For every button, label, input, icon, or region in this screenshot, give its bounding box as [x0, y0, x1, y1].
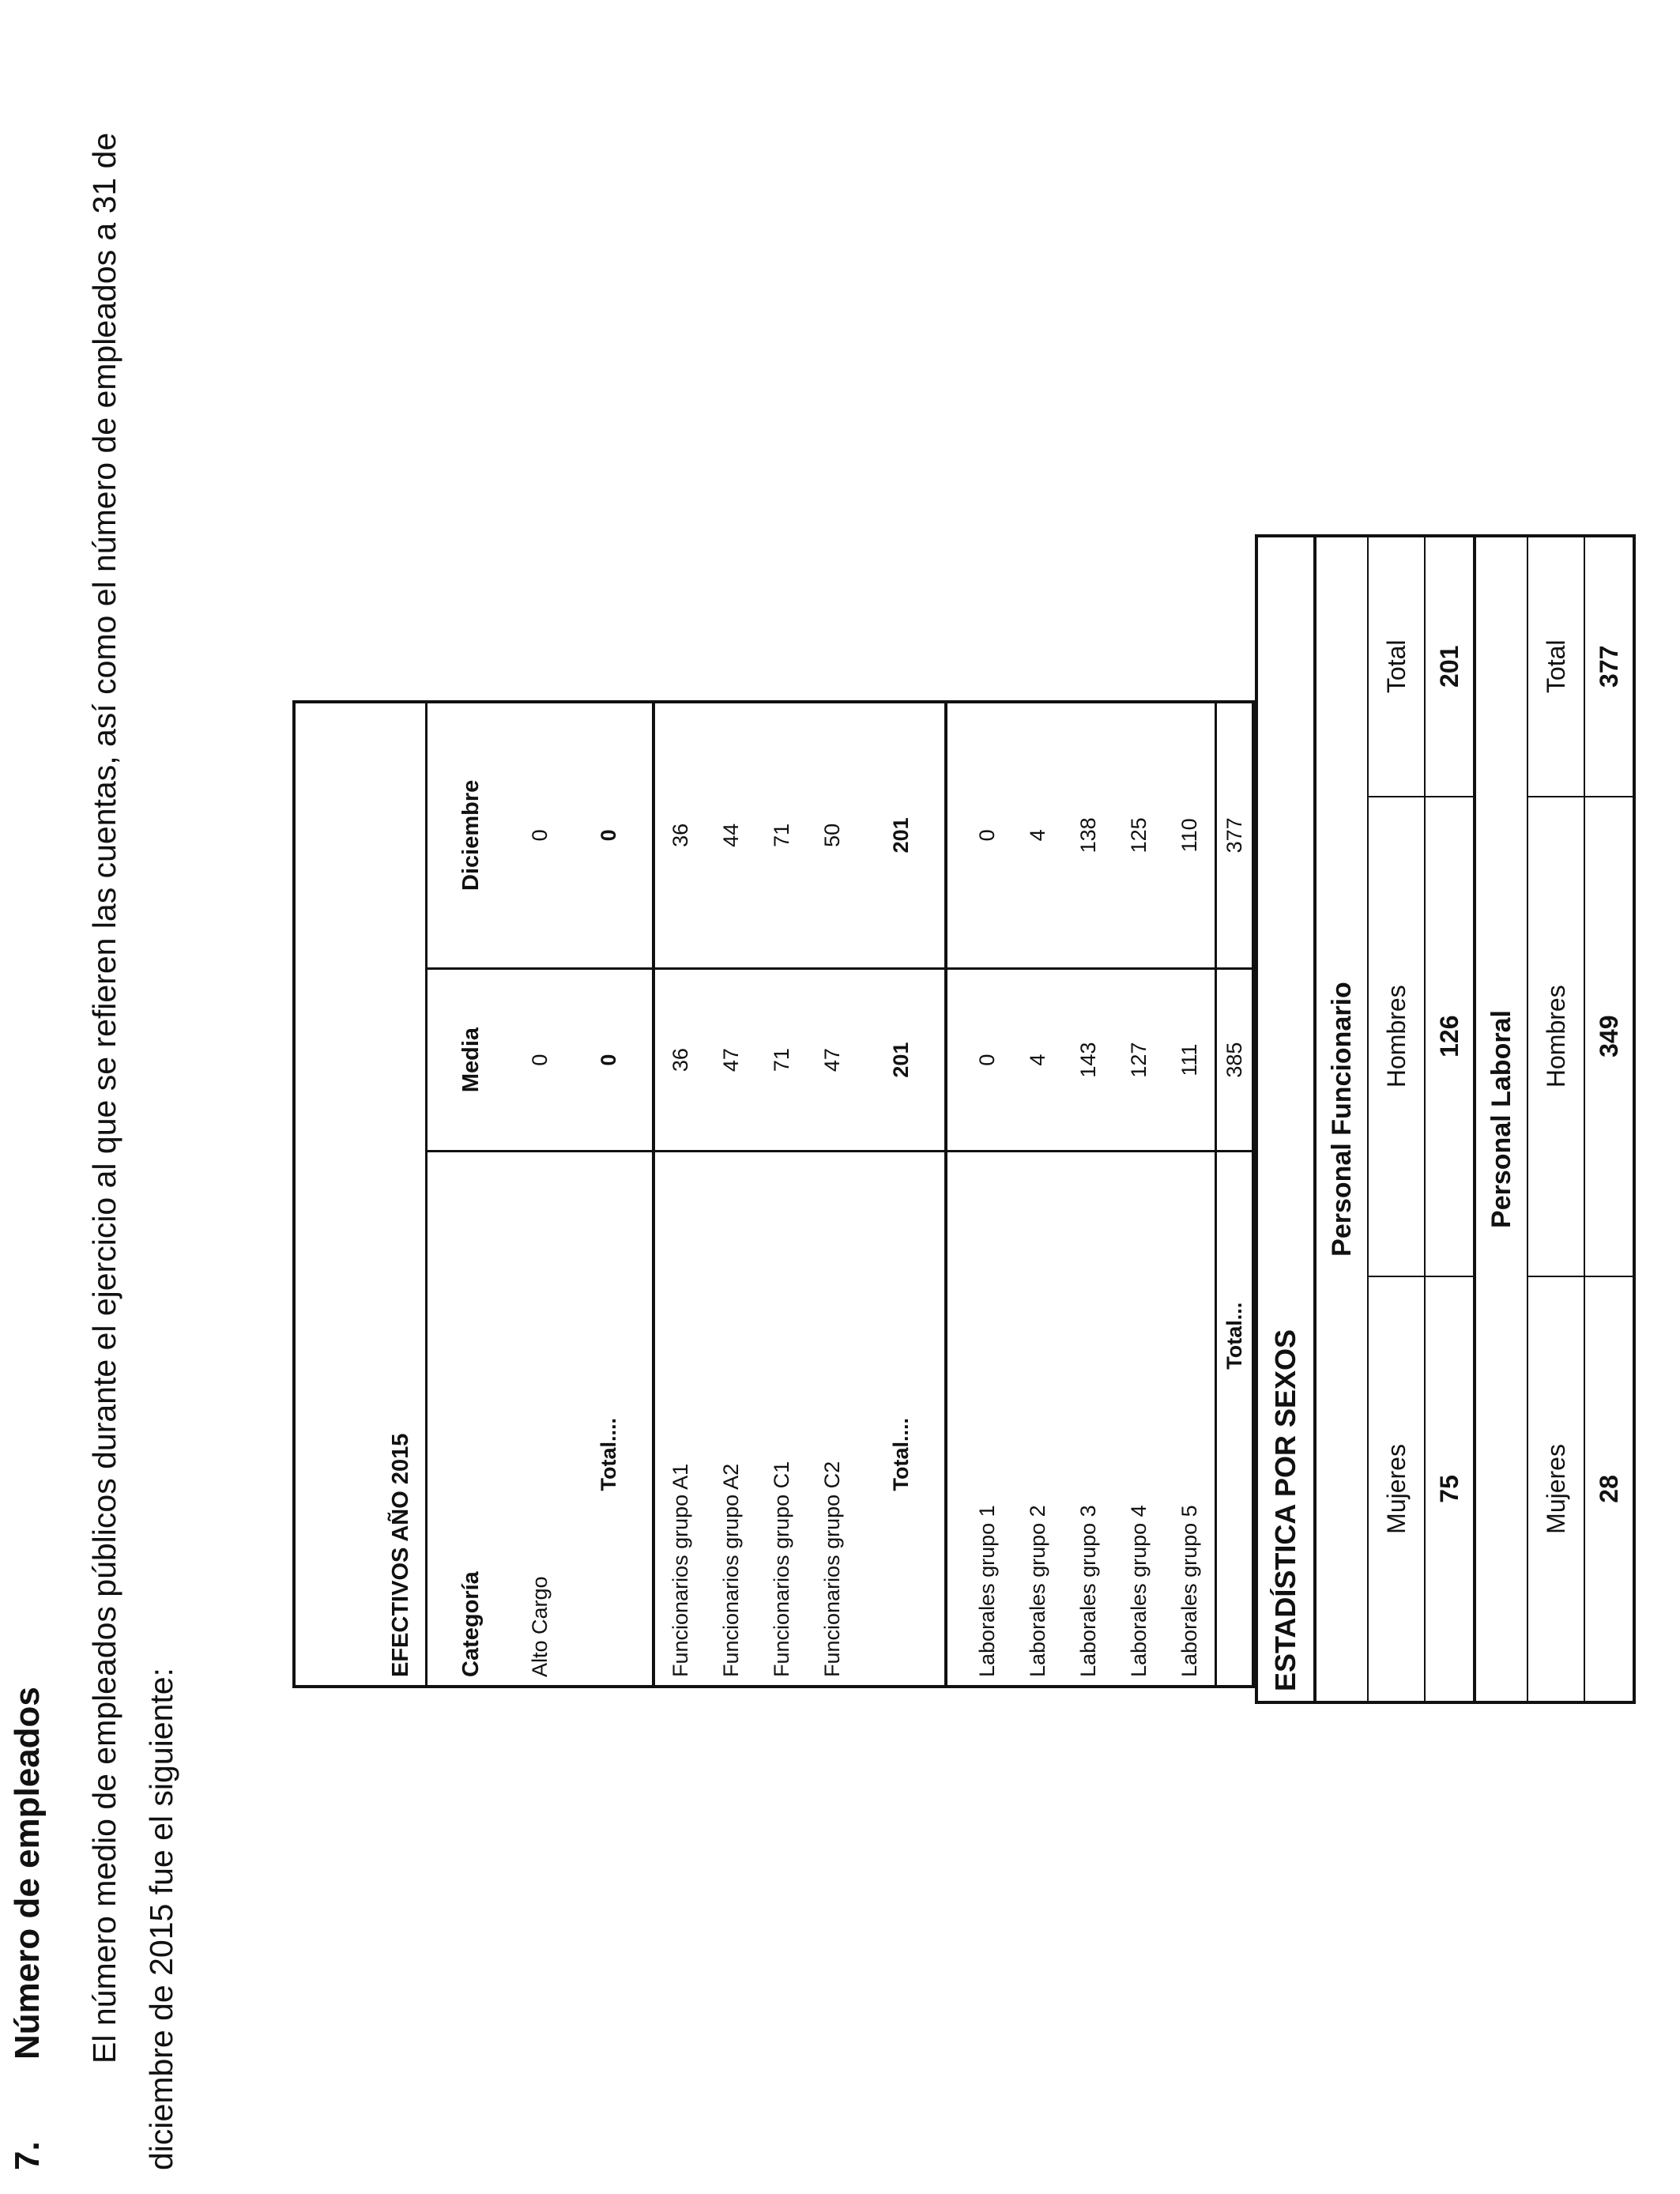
grand-total-label: Total...: [1216, 1152, 1254, 1687]
table-row: [654, 702, 706, 1687]
table-row: [706, 702, 756, 1687]
grand-total-media: 385: [1216, 968, 1254, 1152]
estadistica-sexos-table: [1255, 534, 1636, 1704]
header-diciembre: Diciembre: [427, 702, 515, 968]
efectivos-table: [292, 700, 1255, 1688]
row-media: 143: [1063, 968, 1113, 1152]
header-categoria: Categoría: [427, 1152, 515, 1687]
mujeres-label: Mujeres: [1527, 1276, 1584, 1702]
row-diciembre: 0: [514, 702, 565, 968]
total-value: 377: [1584, 536, 1634, 797]
row-label: Funcionarios grupo A1: [668, 1463, 692, 1677]
laboral-value-row: [1584, 536, 1634, 1702]
total-media: 0: [565, 968, 654, 1152]
row-label: Alto Cargo: [527, 1576, 552, 1677]
row-diciembre: 110: [1164, 702, 1216, 968]
row-diciembre: 44: [706, 702, 756, 968]
row-label: Laborales grupo 1: [974, 1505, 999, 1677]
total-diciembre: 0: [565, 702, 654, 968]
table-row: [1012, 702, 1063, 1687]
row-label: Laborales grupo 3: [1075, 1505, 1100, 1677]
table-row: [514, 702, 565, 1687]
total-row: [565, 702, 654, 1687]
row-media: 111: [1164, 968, 1216, 1152]
table-row: [1063, 702, 1113, 1687]
total-value: 201: [1425, 536, 1475, 797]
hombres-value: 126: [1425, 797, 1475, 1276]
row-media: 47: [706, 968, 756, 1152]
row-media: 47: [807, 968, 857, 1152]
row-label: Funcionarios grupo C2: [819, 1461, 844, 1677]
funcionario-title: Personal Funcionario: [1315, 536, 1368, 1702]
row-media: 0: [514, 968, 565, 1152]
efectivos-header-row: [427, 702, 515, 1687]
hombres-label: Hombres: [1368, 797, 1425, 1276]
row-diciembre: 71: [756, 702, 807, 968]
row-media: 71: [756, 968, 807, 1152]
funcionario-value-row: [1425, 536, 1475, 1702]
row-label: Laborales grupo 4: [1126, 1505, 1151, 1677]
grand-total-diciembre: 377: [1216, 702, 1254, 968]
section-heading: [0, 1687, 55, 2170]
section-number: 7.: [8, 2141, 47, 2170]
row-media: 0: [962, 968, 1012, 1152]
mujeres-value: 28: [1594, 1475, 1623, 1503]
total-label: Total....: [857, 1152, 946, 1687]
efectivos-title: EFECTIVOS AÑO 2015: [388, 1433, 413, 1677]
table-row: [807, 702, 857, 1687]
hombres-value: 349: [1584, 797, 1634, 1276]
total-label: Total: [1527, 536, 1584, 797]
row-diciembre: 4: [1012, 702, 1063, 968]
row-label: Funcionarios grupo C1: [769, 1461, 793, 1677]
row-label: Funcionarios grupo A2: [718, 1463, 743, 1677]
table-row: [1164, 702, 1216, 1687]
laboral-title: Personal Laboral: [1475, 536, 1527, 1702]
table-row: [756, 702, 807, 1687]
row-diciembre: 50: [807, 702, 857, 968]
laboral-label-row: [1527, 536, 1584, 1702]
total-label: Total....: [565, 1152, 654, 1687]
intro-paragraph: El número medio de empleados públicos durante el ejercicio al que se refieren las cuentas, así como el número de empleados a 31 de diciembre de 2015 fue el siguiente:: [86, 132, 179, 2170]
row-media: 4: [1012, 968, 1063, 1152]
grand-total-row: [1216, 702, 1254, 1687]
row-diciembre: 36: [654, 702, 706, 968]
funcionario-label-row: [1368, 536, 1425, 1702]
row-diciembre: 125: [1113, 702, 1164, 968]
mujeres-value: 75: [1434, 1475, 1463, 1503]
row-media: 36: [654, 968, 706, 1152]
sexos-title: ESTADÍSTICA POR SEXOS: [1269, 1329, 1301, 1691]
row-media: 127: [1113, 968, 1164, 1152]
row-diciembre: 138: [1063, 702, 1113, 968]
total-row: [857, 702, 946, 1687]
section-title: Número de empleados: [8, 1687, 47, 2060]
row-label: Laborales grupo 2: [1025, 1505, 1049, 1677]
total-media: 201: [857, 968, 946, 1152]
total-label: Total: [1368, 536, 1425, 797]
total-diciembre: 201: [857, 702, 946, 968]
hombres-label: Hombres: [1527, 797, 1584, 1276]
row-diciembre: 0: [962, 702, 1012, 968]
header-media: Media: [427, 968, 515, 1152]
table-row: [1113, 702, 1164, 1687]
mujeres-label: Mujeres: [1368, 1276, 1425, 1702]
row-label: Laborales grupo 5: [1177, 1505, 1201, 1677]
table-row: [962, 702, 1012, 1687]
